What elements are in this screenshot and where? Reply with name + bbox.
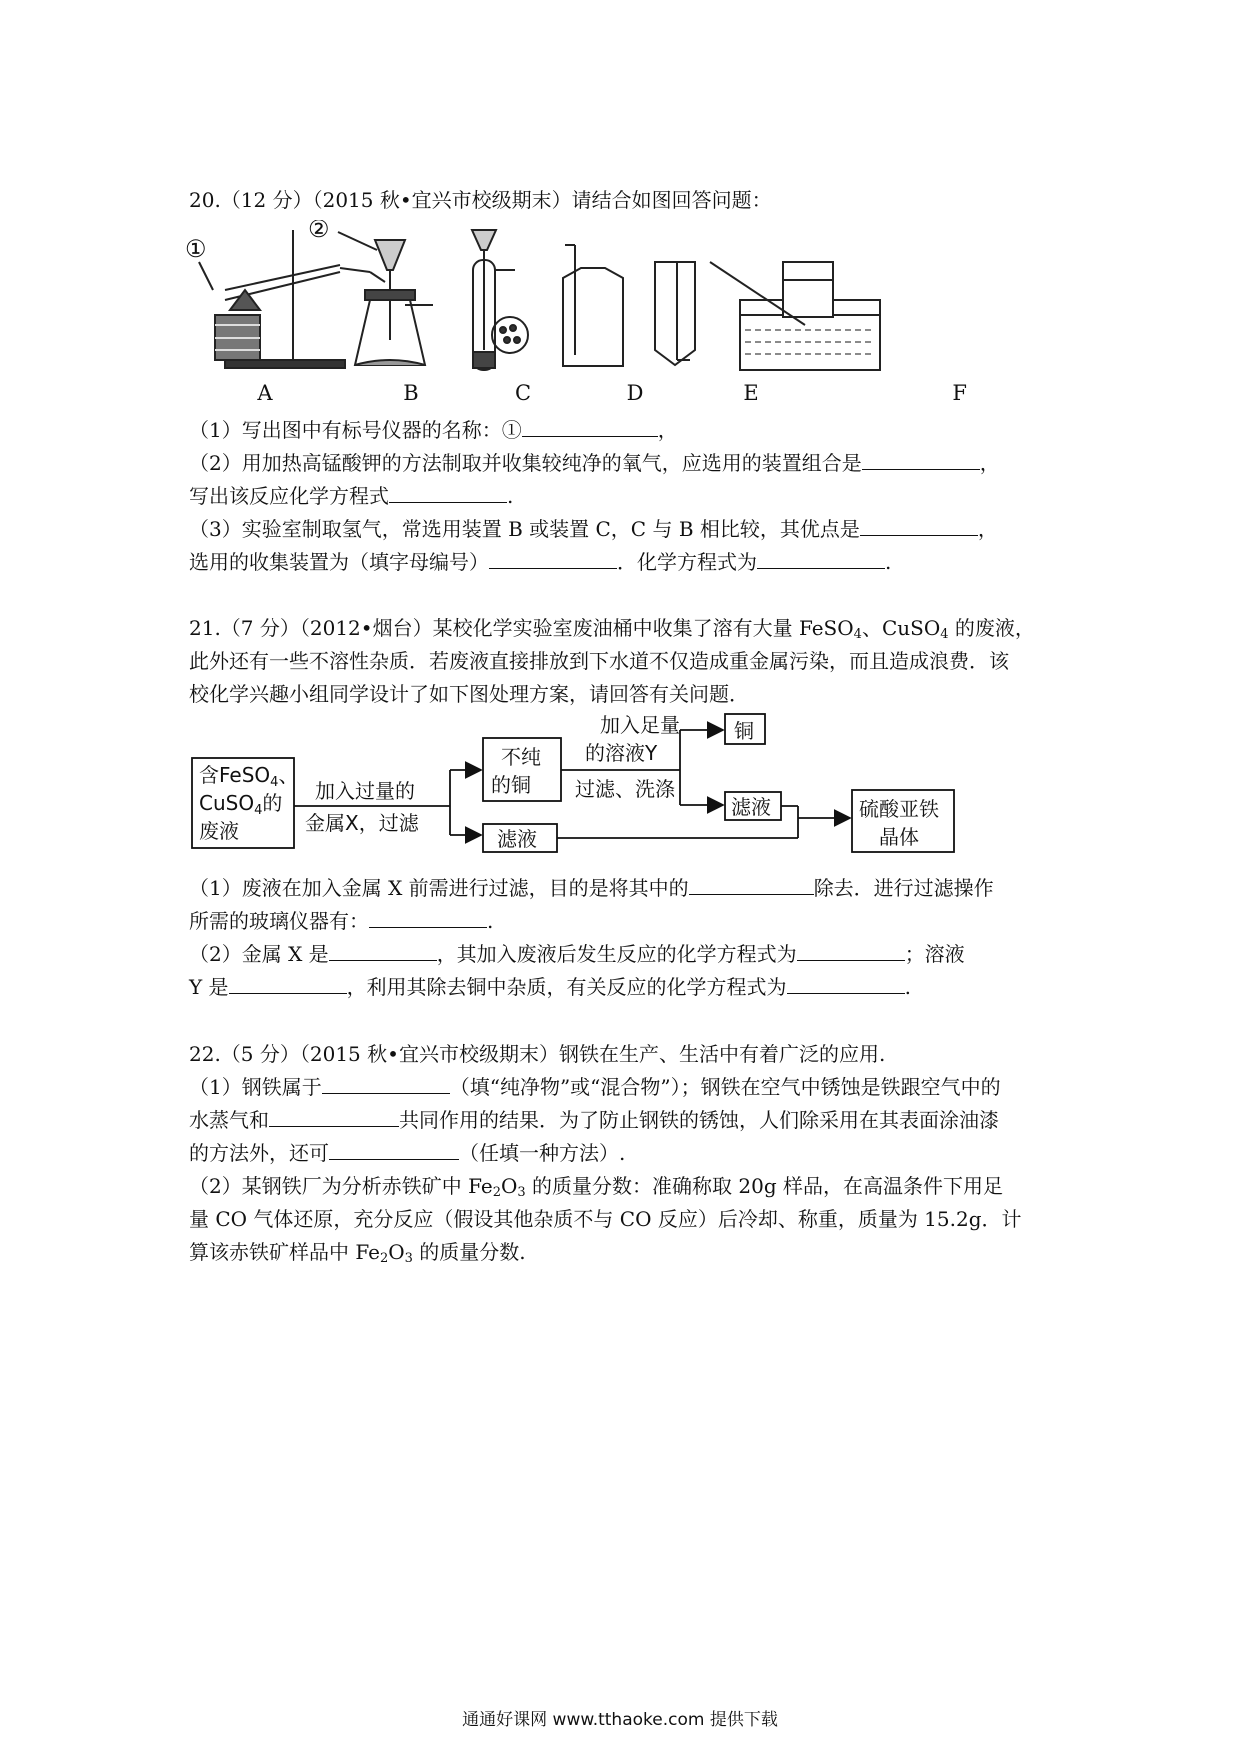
arrow2-bottom: 过滤、洗涤 <box>575 777 675 801</box>
q20-line5: 选用的收集装置为（填字母编号） ．化学方程式为 . <box>189 550 892 574</box>
answer-blank[interactable] <box>369 909 487 928</box>
arrow2-top-1: 加入足量 <box>600 713 680 737</box>
marker-2: ② <box>308 220 330 243</box>
q20-line4: （3）实验室制取氢气，常选用装置 B 或装置 C，C 与 B 相比较，其优点是 ， <box>189 517 998 541</box>
filtrate-text-2: 滤液 <box>731 795 771 819</box>
q21-line1: 21.（7 分）（2012•烟台）某校化学实验室废油桶中收集了溶有大量 FeSO$_4$、CuSO$_4$ 的废液， <box>189 616 1035 642</box>
answer-blank[interactable] <box>329 942 437 961</box>
q22-title: 22.（5 分）（2015 秋•宜兴市校级期末）钢铁在生产、生活中有着广泛的应用. <box>189 1042 886 1066</box>
answer-blank[interactable] <box>797 942 905 961</box>
answer-blank[interactable] <box>787 975 905 994</box>
answer-blank[interactable] <box>689 876 814 895</box>
arrow2-top-2: 的溶液Y <box>585 741 658 765</box>
label-e: E <box>743 381 759 405</box>
apparatus-b <box>355 240 433 365</box>
q22-line1: （1）钢铁属于 （填“纯净物”或“混合物”）；钢铁在空气中锈蚀是铁跟空气中的 <box>189 1075 1001 1099</box>
filtrate-text-1: 滤液 <box>497 827 537 851</box>
answer-blank[interactable] <box>389 484 507 503</box>
q21-line4: （1）废液在加入金属 X 前需进行过滤，目的是将其中的 除去．进行过滤操作 <box>189 876 994 900</box>
q22-line5: 量 CO 气体还原，充分反应（假设其他杂质不与 CO 反应）后冷却、称重，质量为 15.2g．计 <box>189 1207 1022 1231</box>
marker-1: ① <box>185 235 207 263</box>
q20-line2: （2）用加热高锰酸钾的方法制取并收集较纯净的氧气，应选用的装置组合是 ， <box>189 451 1000 475</box>
label-a: A <box>257 381 273 405</box>
q20-line3: 写出该反应化学方程式 . <box>189 484 514 508</box>
q21-line7: Y 是 ，利用其除去铜中杂质，有关反应的化学方程式为 . <box>189 975 911 999</box>
impure-text-2: 的铜 <box>491 773 531 797</box>
answer-blank[interactable] <box>322 1075 450 1094</box>
q22-line6: 算该赤铁矿样品中 $Fe_2O_3$ 的质量分数. <box>189 1240 526 1266</box>
q21-line2: 此外还有一些不溶性杂质．若废液直接排放到下水道不仅造成重金属污染，而且造成浪费．该 <box>189 649 1009 673</box>
product-text-1: 硫酸亚铁 <box>859 797 939 821</box>
footer-text: 通通好课网 www.tthaoke.com 提供下载 <box>462 1710 778 1730</box>
answer-blank[interactable] <box>489 550 617 569</box>
q22-line2: 水蒸气和 共同作用的结果．为了防止钢铁的锈蚀，人们除采用在其表面涂油漆 <box>189 1108 999 1132</box>
answer-blank[interactable] <box>522 418 658 437</box>
apparatus-f <box>710 262 880 370</box>
q21-line6: （2）金属 X 是 ，其加入废液后发生反应的化学方程式为 ；溶液 <box>189 942 965 966</box>
product-text-2: 晶体 <box>879 825 919 849</box>
apparatus-c <box>472 230 528 370</box>
start-text-1: 含FeSO$_4$、 <box>199 763 299 790</box>
q22-line3: 的方法外，还可 （任填一种方法）. <box>189 1141 626 1165</box>
impure-text-1: 不纯 <box>501 745 541 769</box>
apparatus-e <box>655 262 695 365</box>
q21-line5: 所需的玻璃仪器有： . <box>189 909 494 933</box>
answer-blank[interactable] <box>860 517 978 536</box>
label-f: F <box>952 381 967 405</box>
q20-title: 20.（12 分）（2015 秋•宜兴市校级期末）请结合如图回答问题： <box>189 188 772 212</box>
answer-blank[interactable] <box>757 550 885 569</box>
answer-blank[interactable] <box>269 1108 399 1127</box>
arrow1-bottom: 金属X，过滤 <box>305 811 419 835</box>
label-d: D <box>626 381 644 405</box>
q22-line4: （2）某钢铁厂为分析赤铁矿中 $Fe_2O_3$ 的质量分数：准确称取 20g 样品，在高温条件下用足 <box>189 1174 1003 1200</box>
start-text-2: CuSO$_4$的 <box>199 791 283 818</box>
apparatus-figure <box>185 220 975 410</box>
answer-blank[interactable] <box>862 451 980 470</box>
answer-blank[interactable] <box>229 975 347 994</box>
answer-blank[interactable] <box>329 1141 459 1160</box>
arrow1-top: 加入过量的 <box>315 779 415 803</box>
flowchart <box>185 710 965 860</box>
copper-text: 铜 <box>734 719 754 743</box>
q20-line1: （1）写出图中有标号仪器的名称：① ， <box>189 418 678 442</box>
label-b: B <box>403 381 419 405</box>
start-text-3: 废液 <box>199 819 239 843</box>
q21-line3: 校化学兴趣小组同学设计了如下图处理方案，请回答有关问题． <box>189 682 749 706</box>
apparatus-d <box>563 245 623 366</box>
label-c: C <box>514 381 532 405</box>
